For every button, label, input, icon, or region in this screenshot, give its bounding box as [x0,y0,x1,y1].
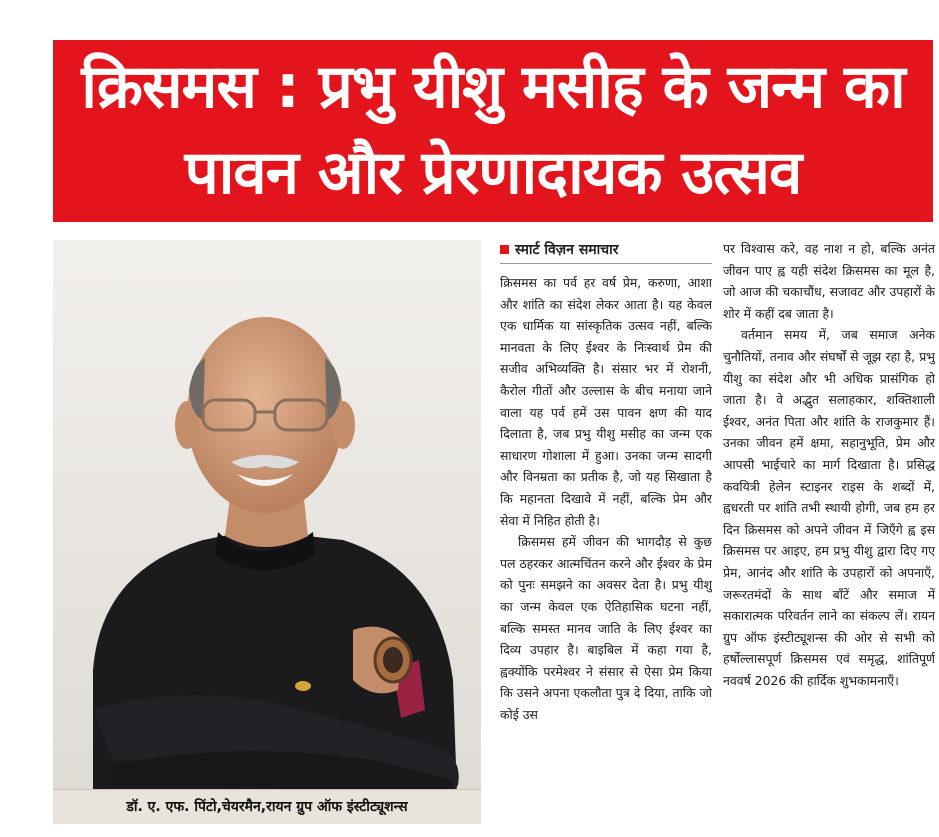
byline-square-icon [500,245,509,254]
article-column-1 [500,272,712,827]
photo-caption: डॉ. ए. एफ. पिंटो,चेयरमैन,रायन ग्रुप ऑफ इंस्टीट्यूशन्स [53,789,481,824]
headline: क्रिसमस : प्रभु यीशु मसीह के जन्म का पावन और प्रेरणादायक उत्सव [53,40,933,222]
article-paragraph: क्रिसमस का पर्व हर वर्ष प्रेम, करुणा, आशा और शांति का संदेश लेकर आता है। यह केवल एक धार्मिक या सांस्कृतिक उत्सव नहीं, बल्कि मानवता के लिए ईश्वर के निःस्वार्थ प्रेम की सजीव अभिव्यक्ति है। संसार भर में रोशनी, कैरोल गीतों और उल्लास के बीच मनाया जाने वाला यह पर्व हमें उस पावन क्षण की याद दिलाता है, जब प्रभु यीशु मसीह का जन्म एक साधारण गोशाला में हुआ। उनका जन्म सादगी और विनम्रता का प्रतीक है, जो यह सिखाता है कि महानता दिखावे में नहीं, बल्कि प्रेम और सेवा में निहित होती है। [500,275,712,528]
article-paragraph: क्रिसमस हमें जीवन की भागदौड़ से कुछ पल ठहरकर आत्मचिंतन करने और ईश्वर के प्रेम को पुनः समझने का अवसर देता है। प्रभु यीशु का जन्म केवल एक ऐतिहासिक घटना नहीं, बल्कि समस्त मानव जाति के लिए ईश्वर का दिव्य उपहार है। बाइबिल में कहा गया है, ह्वक्योंकि परमेश्वर ने संसार से ऐसा प्रेम किया कि उसने अपना एकलौता पुत्र दे दिया, ताकि जो कोई उस [500,534,712,722]
article-column-2 [723,238,935,830]
article-paragraph: पर विश्वास करे, वह नाश न हो, बल्कि अनंत जीवन पाए ह्व यही संदेश क्रिसमस का मूल है, जो आज की चकाचौंध, सजावट और उपहारों के शोर में कहीं दब जाता है। [723,241,935,321]
byline [500,240,712,258]
article-paragraph: वर्तमान समय में, जब समाज अनेक चुनौतियों, तनाव और संघर्षों से जूझ रहा है, प्रभु यीशु का संदेश और भी अधिक प्रासंगिक हो जाता है। वे अद्भुत सलाहकार, शक्तिशाली ईश्वर, अनंत पिता और शांति के राजकुमार हैं। उनका जीवन हमें क्षमा, सहानुभूति, प्रेम और आपसी भाईचारे का मार्ग दिखाता है। प्रसिद्ध कवयित्री हेलेन स्टाइनर राइस के शब्दों में, ह्वधरती पर शांति तभी स्थायी होगी, जब हम हर दिन क्रिसमस को अपने जीवन में जिएँगे ह्व इस क्रिसमस पर आइए, हम प्रभु यीशु द्वारा दिए गए प्रेम, आनंद और शांति के उपहारों को अपनाएँ, जरूरतमंदों के साथ बाँटें और समाज में सकारात्मक परिवर्तन लाने का संकल्प लें। रायन ग्रुप ऑफ इंस्टीट्यूशन्स की ओर से सभी को हर्षोल्लासपूर्ण क्रिसमस एवं समृद्ध, शांतिपूर्ण नववर्ष 2026 की हार्दिक शुभकामनाएँ। [723,327,935,688]
byline-text: स्मार्ट विज़न समाचार [515,241,619,258]
portrait-illustration [53,240,481,824]
byline-rule [500,263,712,264]
portrait-photo [53,240,481,824]
